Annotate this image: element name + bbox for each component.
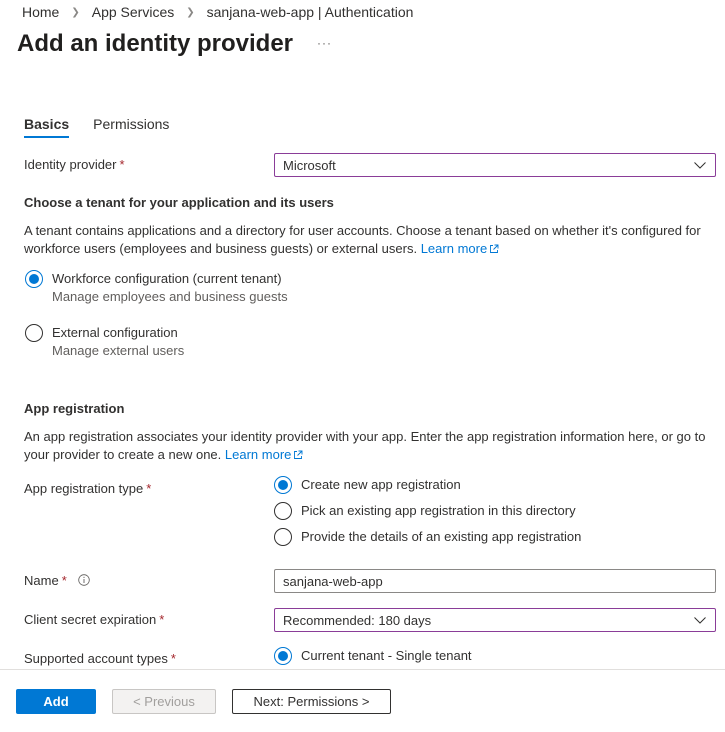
identity-provider-dropdown[interactable] — [274, 153, 716, 177]
radio-pick-existing-app-registration[interactable] — [274, 502, 576, 520]
radio-button-checked[interactable] — [274, 476, 292, 494]
add-button[interactable]: Add — [16, 689, 96, 714]
radio-label: External configuration — [52, 325, 178, 340]
required-marker: * — [159, 612, 165, 627]
breadcrumb-app-services[interactable]: App Services — [91, 4, 175, 20]
breadcrumb-home[interactable]: Home — [22, 4, 60, 20]
radio-sublabel: Manage external users — [52, 343, 185, 358]
page-title: Add an identity provider — [17, 30, 294, 57]
supported-account-types-label — [24, 651, 176, 666]
radio-button-checked[interactable] — [25, 270, 43, 288]
app-registration-section-title: App registration — [24, 401, 125, 416]
radio-current-tenant-single-tenant[interactable] — [274, 647, 472, 665]
label-text: Supported account types — [24, 651, 168, 666]
identity-provider-label — [24, 157, 125, 172]
breadcrumb — [22, 4, 413, 20]
label-text: App registration type — [24, 481, 144, 496]
breadcrumb-authentication[interactable]: sanjana-web-app | Authentication — [206, 4, 414, 20]
label-text: Identity provider — [24, 157, 117, 172]
dropdown-value: Recommended: 180 days — [283, 612, 432, 628]
client-secret-expiration-dropdown[interactable] — [274, 608, 716, 632]
tenant-section-title: Choose a tenant for your application and its users — [24, 195, 334, 210]
client-secret-expiration-label — [24, 612, 164, 627]
label-text: Name — [24, 573, 59, 588]
description-text: A tenant contains applications and a directory for user accounts. Choose a tenant based on whether it's configured for workforce users (employees and business guests) or external users. — [24, 223, 701, 256]
tab-permissions[interactable]: Permissions — [93, 116, 170, 132]
required-marker: * — [61, 573, 67, 588]
tenant-description — [24, 222, 714, 258]
radio-button-checked[interactable] — [274, 647, 292, 665]
app-registration-learn-more-link[interactable] — [225, 447, 303, 462]
required-marker: * — [119, 157, 125, 172]
name-input[interactable] — [274, 569, 716, 593]
radio-label: Workforce configuration (current tenant) — [52, 271, 282, 286]
required-marker: * — [146, 481, 152, 496]
dropdown-value: Microsoft — [283, 157, 336, 173]
required-marker: * — [170, 651, 176, 666]
radio-external-configuration[interactable] — [25, 324, 184, 360]
radio-workforce-configuration[interactable] — [25, 270, 288, 306]
radio-label: Pick an existing app registration in this directory — [301, 503, 576, 518]
link-text: Learn more — [420, 241, 488, 256]
footer-divider — [0, 669, 725, 670]
tab-list — [24, 116, 169, 138]
chevron-down-icon — [693, 158, 707, 172]
radio-button[interactable] — [274, 528, 292, 546]
chevron-down-icon — [693, 613, 707, 627]
description-text: An app registration associates your identity provider with your app. Enter the app registration information here, or go to your provider to create a new one. — [24, 429, 706, 462]
next-permissions-button[interactable]: Next: Permissions > — [232, 689, 391, 714]
radio-button[interactable] — [25, 324, 43, 342]
app-registration-type-label — [24, 481, 151, 496]
input-value: sanjana-web-app — [283, 573, 383, 589]
tenant-learn-more-link[interactable] — [421, 241, 499, 256]
previous-button[interactable]: < Previous — [112, 689, 216, 714]
label-text: Client secret expiration — [24, 612, 157, 627]
name-label — [24, 573, 90, 588]
radio-label: Current tenant - Single tenant — [301, 648, 472, 663]
radio-label: Provide the details of an existing app registration — [301, 529, 582, 544]
radio-provide-existing-app-details[interactable] — [274, 528, 581, 546]
radio-label: Create new app registration — [301, 477, 461, 492]
tab-basics[interactable]: Basics — [24, 116, 69, 138]
external-link-icon — [293, 450, 303, 460]
radio-sublabel: Manage employees and business guests — [52, 289, 288, 304]
info-icon[interactable] — [78, 574, 90, 586]
radio-button[interactable] — [274, 502, 292, 520]
more-options-button[interactable]: ··· — [317, 36, 332, 50]
radio-create-new-app-registration[interactable] — [274, 476, 461, 494]
chevron-right-icon: ❯ — [71, 6, 80, 18]
app-registration-description — [24, 428, 714, 464]
link-text: Learn more — [224, 447, 292, 462]
chevron-right-icon: ❯ — [186, 6, 195, 18]
external-link-icon — [489, 244, 499, 254]
